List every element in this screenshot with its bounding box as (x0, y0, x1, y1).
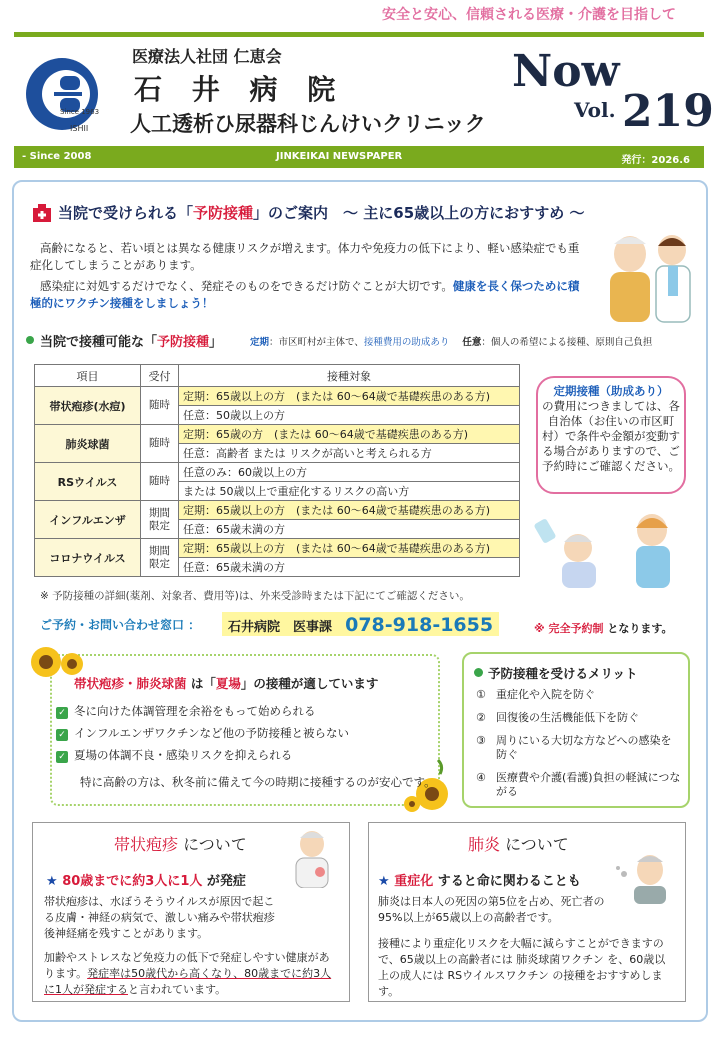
shingles-paragraph-1: 帯状疱疹は、水ぼうそうウイルスが原因で起こる皮膚・神経の病気で、激しい痛みや帯状疱疹後神経痛を残すことがあります。 (44, 895, 275, 940)
target-line: 任意：50歳以上の方 (179, 406, 520, 425)
subsidy-bubble (536, 376, 686, 494)
check-icon: ✓ (56, 729, 68, 741)
bubble-body: の費用につきましては、各自治体（お住いの市区町村）で条件や金額が変動する場合がありますので、ご予約時にご確認ください。 (542, 399, 680, 473)
column-header: 接種対象 (179, 365, 520, 387)
reception: 随時 (141, 463, 179, 501)
reception: 期間限定 (141, 539, 179, 577)
table-row (35, 501, 520, 520)
logo-name: ISHII (70, 124, 89, 133)
vaccine-name: コロナウイルス (35, 539, 141, 577)
summer-list (56, 700, 349, 766)
shingles-title: 帯状疱疹 について (114, 835, 247, 854)
green-bullet (26, 336, 34, 344)
list-item: ✓ 夏場の体調不良・感染リスクを抑えられる (56, 744, 349, 766)
doctor-patient-illustration (600, 226, 696, 334)
green-bullet (474, 668, 483, 677)
logo-since: Since 1963 (60, 108, 100, 116)
target-line: 任意：65歳未満の方 (179, 558, 520, 577)
reception: 随時 (141, 425, 179, 463)
contact-phone: 078-918-1655 (345, 614, 494, 636)
newspaper-bar (14, 146, 704, 168)
coughing-person-illustration (614, 848, 678, 908)
top-green-bar (14, 32, 704, 37)
target-line: 定期：65歳以上の方 (または 60～64歳で基礎疾患のある方) (179, 501, 520, 520)
vaccine-name: RSウイルス (35, 463, 141, 501)
table-row (35, 425, 520, 444)
tagline: 安全と安心、信頼される医療・介護を目指して (382, 7, 676, 23)
vaccine-table (34, 364, 520, 577)
target-line: 任意：65歳未満の方 (179, 520, 520, 539)
star-icon: ★ (46, 874, 63, 889)
column-header: 項目 (35, 365, 141, 387)
vaccine-name: 肺炎球菌 (35, 425, 141, 463)
list-item: ✓ 冬に向けた体調管理を余裕をもって始められる (56, 700, 349, 722)
merit-list (476, 688, 682, 799)
since-label: - Since 2008 (22, 151, 92, 162)
available-title: 当院で接種可能な「予防接種」 (40, 335, 223, 350)
issue-date: 発行：2026.6 (621, 155, 690, 166)
table-header-row (35, 365, 520, 387)
vol-number: 219 (622, 86, 714, 137)
nurse-illustration (534, 502, 684, 592)
list-item: ④ 医療費や介護(看護)負担の軽減につながる (476, 771, 681, 798)
definition-note: 定期：市区町村が主体で、接種費用の助成あり 任意：個人の希望による接種、原則自己負担 (250, 337, 653, 348)
intro-paragraph-1: 高齢になると、若い頃とは異なる健康リスクが増えます。体力や免疫力の低下により、軽い感染症でも重症化してしまうことがあります。 (30, 241, 580, 272)
target-line: 定期：65歳以上の方 (または 60～64歳で基礎疾患のある方) (179, 539, 520, 558)
hospital-logo (24, 54, 100, 134)
table-note: ※ 予防接種の詳細(薬剤、対象者、費用等)は、外来受診時または下記にてご確認ください。 (40, 590, 470, 602)
bubble-heading: 定期接種（助成あり） (553, 384, 669, 398)
check-icon: ✓ (56, 707, 68, 719)
newspaper-name: JINKEIKAI NEWSPAPER (276, 151, 403, 162)
shingles-paragraph-2: 加齢やストレスなど免疫力の低下で発症しやすい健康があります。発症率は50歳代から高くなり、80歳までに約3人に1人が発症すると言われています。 (44, 951, 332, 996)
merit-title: 予防接種を受けるメリット (488, 666, 638, 681)
target-line: 任意のみ：60歳以上の方 (179, 463, 520, 482)
list-item: ③ 周りにいる大切な方などへの感染を防ぐ (476, 734, 672, 761)
table-row (35, 463, 520, 482)
pneumonia-paragraph-1: 肺炎は日本人の死因の第5位を占め、死亡者の95%以上が65歳以上の高齢者です。 (378, 895, 605, 924)
vaccine-name: 帯状疱疹(水痘) (35, 387, 141, 425)
reception: 期間限定 (141, 501, 179, 539)
pneumonia-subtitle: ★ 重症化 すると命に関わることも (378, 874, 581, 889)
summer-title: 帯状疱疹・肺炎球菌 は「夏場」の接種が適しています (74, 676, 379, 691)
intro-title: 当院で受けられる「予防接種」のご案内 ～ 主に65歳以上の方におすすめ ～ (58, 204, 585, 222)
target-line: 任意：高齢者 または リスクが高いと考えられる方 (179, 444, 520, 463)
vaccine-name: インフルエンザ (35, 501, 141, 539)
check-icon: ✓ (56, 751, 68, 763)
star-icon: ★ (378, 874, 395, 889)
shingles-subtitle: ★ 80歳までに約3人に1人 が発症 (46, 874, 246, 889)
target-line: 定期：65歳の方 (または 60～64歳で基礎疾患のある方) (179, 425, 520, 444)
hospital-name: 石 井 病 院 (134, 73, 346, 106)
summer-footnote: 特に高齢の方は、秋冬前に備えて今の時期に接種するのが安心です。 (80, 775, 436, 789)
table-row (35, 539, 520, 558)
target-line: 定期：65歳以上の方 (または 60～64歳で基礎疾患のある方) (179, 387, 520, 406)
reservation-note: ※ 完全予約制 となります。 (534, 622, 673, 635)
contact-label: ご予約・お問い合わせ窓口 ： (40, 618, 201, 632)
now-title: Now (512, 46, 620, 97)
intro-paragraph-2: 感染症に対処するだけでなく、発症そのものをできるだけ防ぐことが大切です。健康を長く保つために積極的にワクチン接種をしましょう！ (30, 279, 580, 310)
clinic-name: 人工透析ひ尿器科じんけいクリニック (130, 111, 486, 136)
list-item: ① 重症化や入院を防ぐ (476, 688, 595, 701)
itchy-person-illustration (284, 826, 344, 892)
contact-highlight (222, 612, 499, 636)
target-line: または 50歳以上で重症化するリスクの高い方 (179, 482, 520, 501)
contact-place: 石井病院 医事課 (228, 620, 333, 635)
table-row (35, 387, 520, 406)
vol-label: Vol. (574, 98, 616, 122)
pneumonia-title: 肺炎 について (468, 835, 569, 854)
pneumonia-paragraph-2: 接種により重症化リスクを大幅に減らすことができますので、65歳以上の高齢者には 肺炎球菌ワクチン を、60歳以上の成人には RSウイルスワクチン の接種をおすすめします。 (378, 937, 666, 998)
organization-name: 医療法人社団 仁恵会 (132, 47, 282, 66)
hospital-icon (32, 204, 52, 226)
list-item: ② 回復後の生活機能低下を防ぐ (476, 711, 639, 724)
column-header: 受付 (141, 365, 179, 387)
list-item: ✓ インフルエンザワクチンなど他の予防接種と被らない (56, 722, 349, 744)
reception: 随時 (141, 387, 179, 425)
